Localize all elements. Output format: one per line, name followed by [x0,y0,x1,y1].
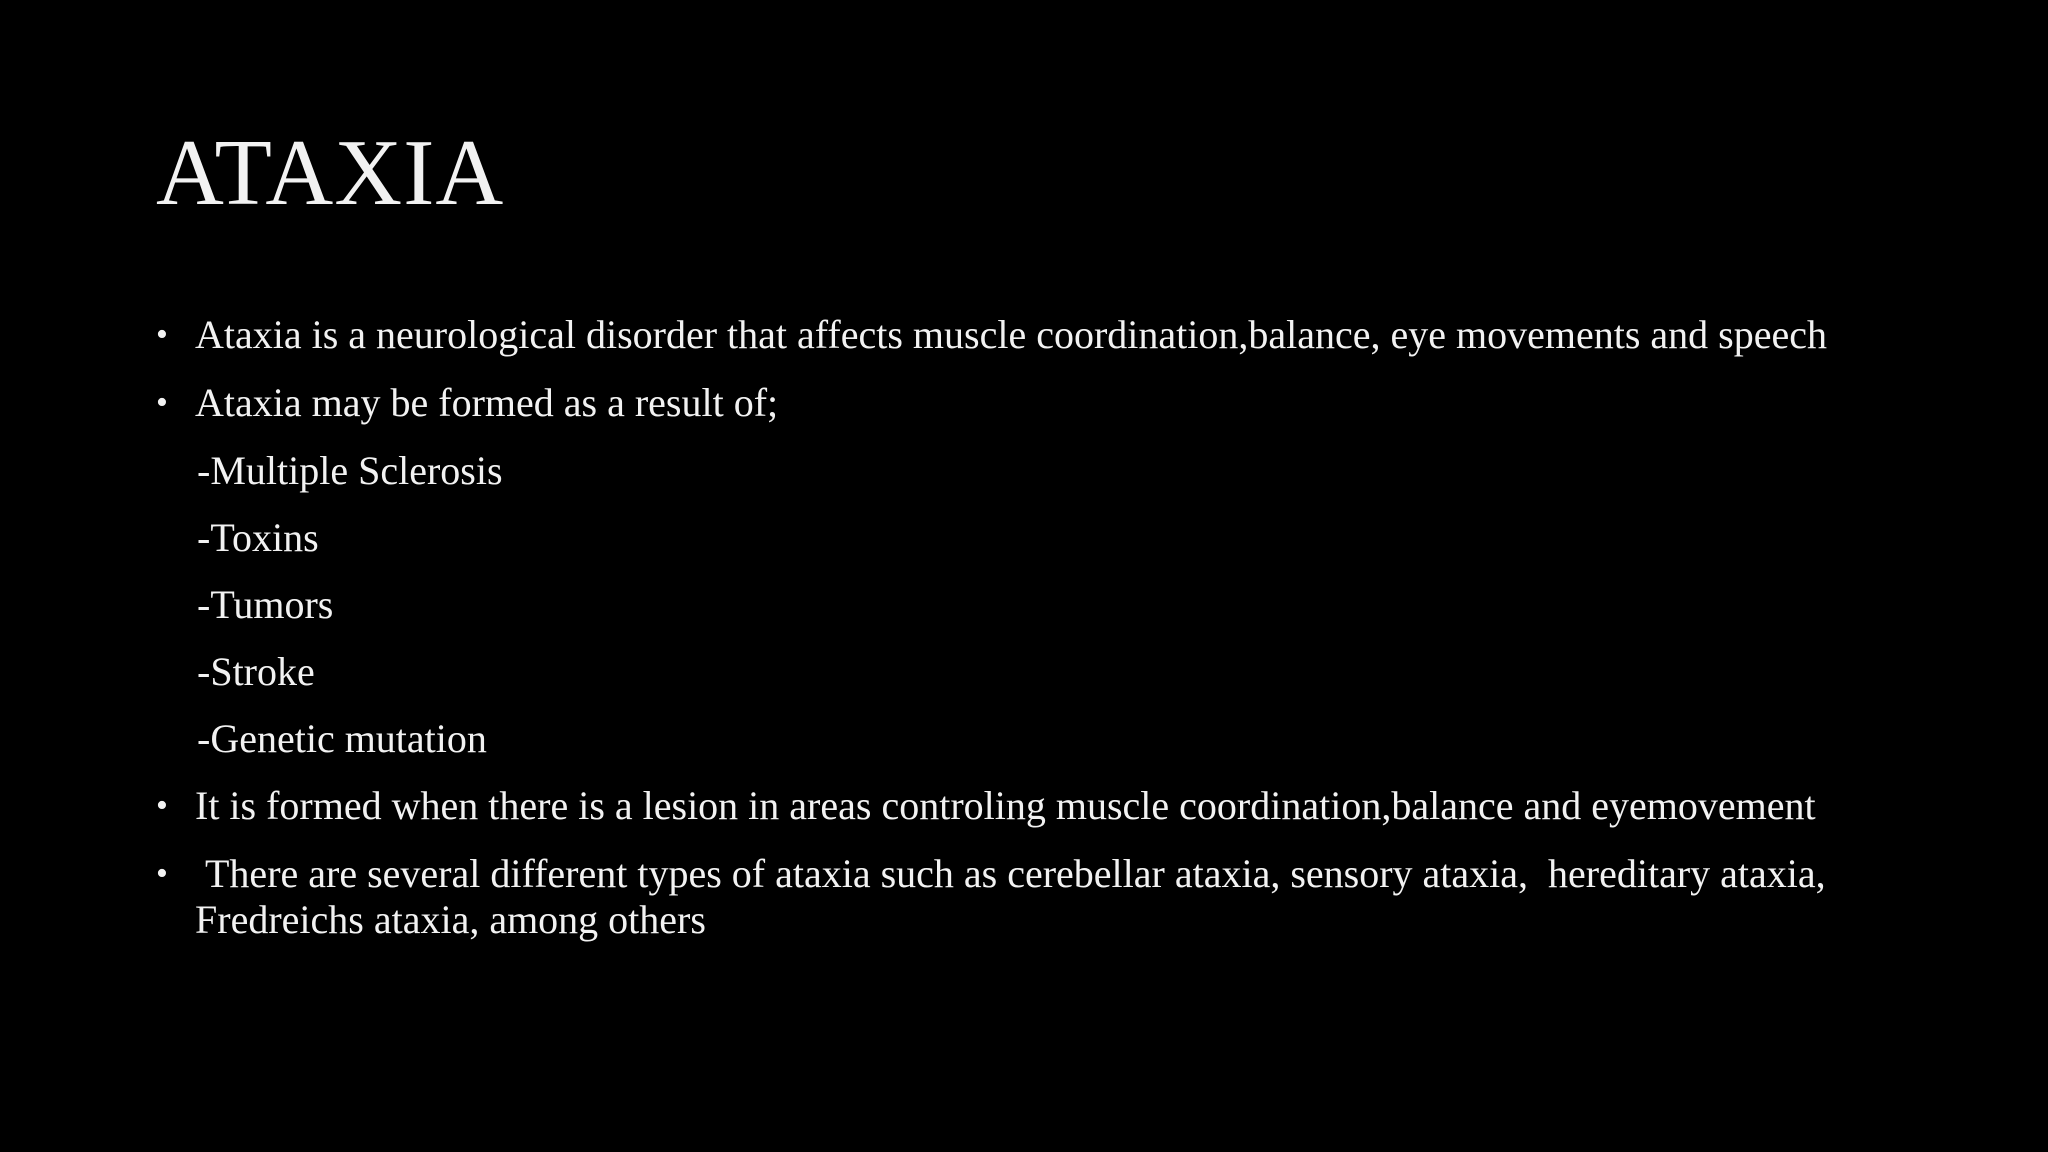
cause-item: -Toxins [197,515,319,560]
slide-body [156,312,1906,965]
bullet-text: It is formed when there is a lesion in areas controling muscle coordination,balance and eyemovement [195,783,1816,828]
cause-item: -Multiple Sclerosis [197,448,503,493]
bullet-text: Ataxia may be formed as a result of; [195,380,779,425]
bullet-item [156,851,1906,943]
bullet-item [156,380,1906,426]
cause-item: -Genetic mutation [197,716,487,761]
cause-item: -Stroke [197,649,315,694]
bullet-icon: • [156,316,168,353]
bullet-icon: • [156,855,168,892]
bullet-icon: • [156,787,168,824]
bullet-text: There are several different types of ataxia such as cerebellar ataxia, sensory ataxia, hereditary ataxia, Fredreichs ataxia, among others [195,851,1836,942]
bullet-icon: • [156,384,168,421]
cause-item: -Tumors [197,582,334,627]
slide-title: ATAXIA [156,121,505,225]
bullet-item [156,312,1906,358]
bullet-item [156,783,1906,829]
bullet-text: Ataxia is a neurological disorder that affects muscle coordination,balance, eye movements and speech [195,312,1827,357]
